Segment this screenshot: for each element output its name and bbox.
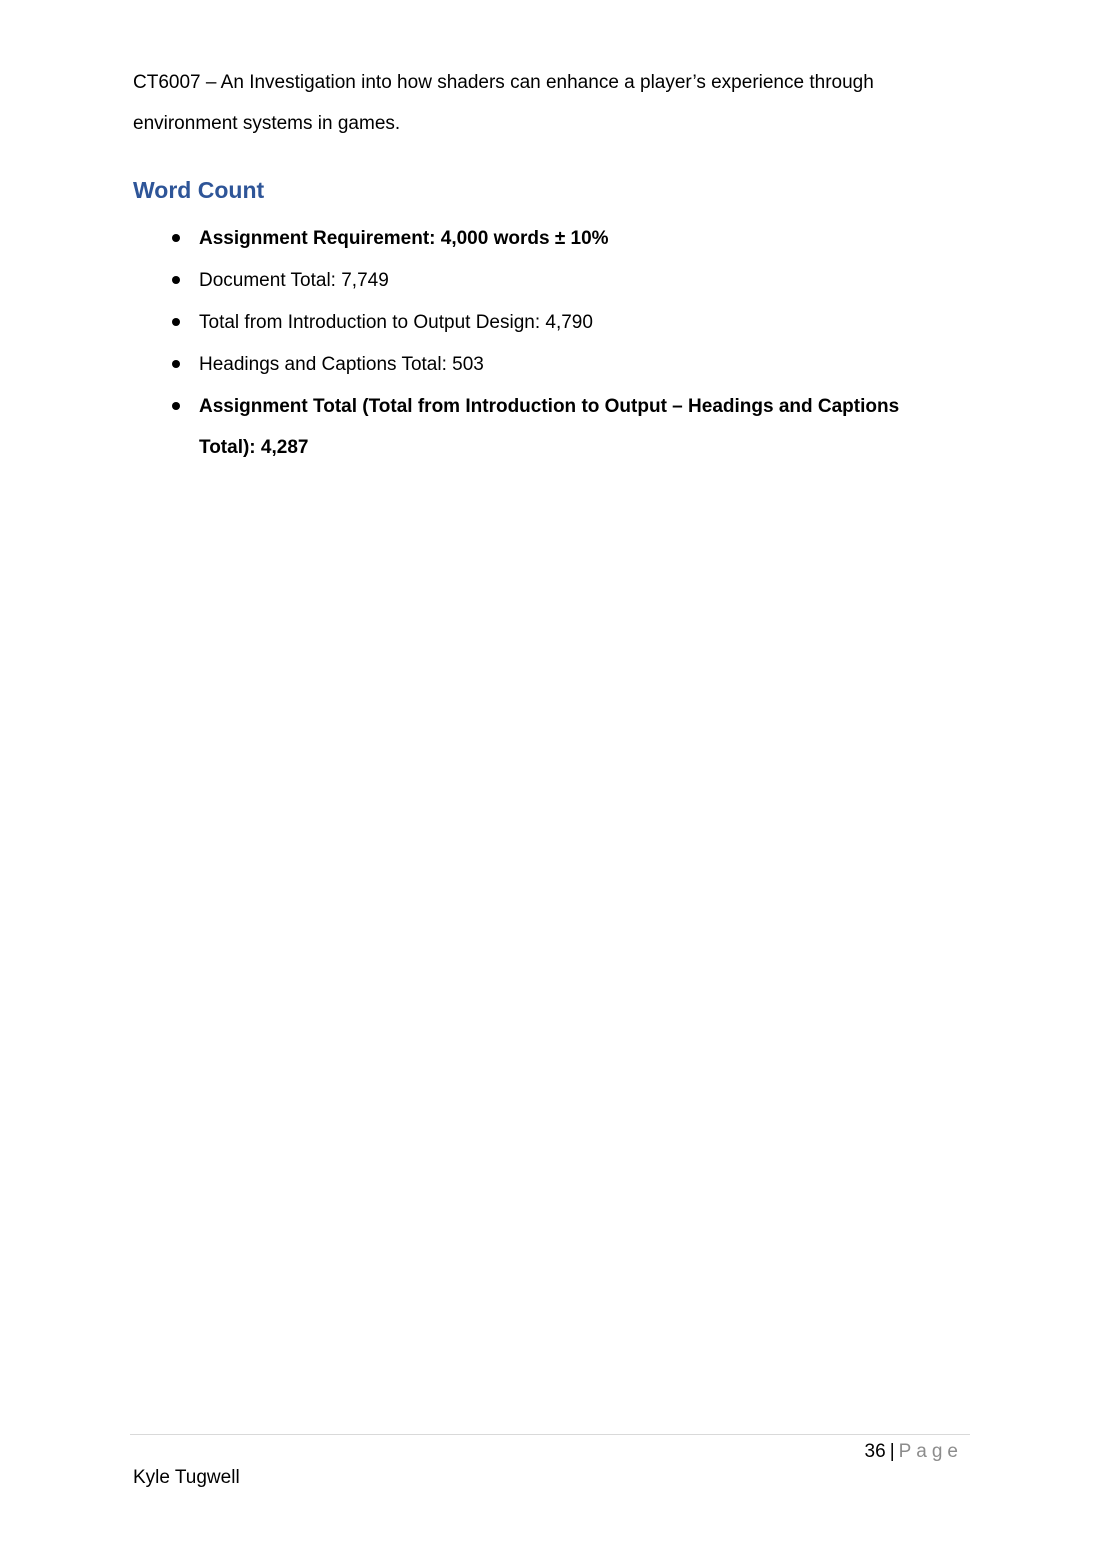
word-count-list — [133, 218, 953, 469]
bullet-icon — [172, 402, 180, 410]
bullet-icon — [172, 276, 180, 284]
page-number-separator: | — [889, 1441, 895, 1462]
list-item — [133, 260, 953, 301]
bullet-icon — [172, 234, 180, 242]
page-number — [865, 1438, 963, 1466]
list-item-text: Total from Introduction to Output Design: 4,790 — [199, 312, 593, 333]
list-item — [133, 386, 953, 468]
bullet-icon — [172, 318, 180, 326]
list-item-text: Assignment Requirement: 4,000 words ± 10% — [199, 228, 609, 249]
section-heading-word-count: Word Count — [133, 177, 265, 203]
bullet-icon — [172, 360, 180, 368]
list-item-text: Assignment Total (Total from Introduction to Output – Headings and Captions Total): 4,287 — [199, 396, 900, 458]
intro-paragraph: CT6007 – An Investigation into how shaders can enhance a player’s experience through environment systems in games. — [133, 72, 874, 134]
list-item-text: Document Total: 7,749 — [199, 270, 389, 291]
page-number-value: 36 — [864, 1441, 886, 1462]
list-item-text: Headings and Captions Total: 503 — [199, 354, 484, 375]
list-item — [133, 218, 953, 259]
page-label: Page — [898, 1441, 963, 1462]
list-item — [133, 344, 953, 385]
list-item — [133, 302, 953, 343]
footer-divider — [130, 1434, 970, 1435]
footer-author: Kyle Tugwell — [133, 1467, 240, 1488]
